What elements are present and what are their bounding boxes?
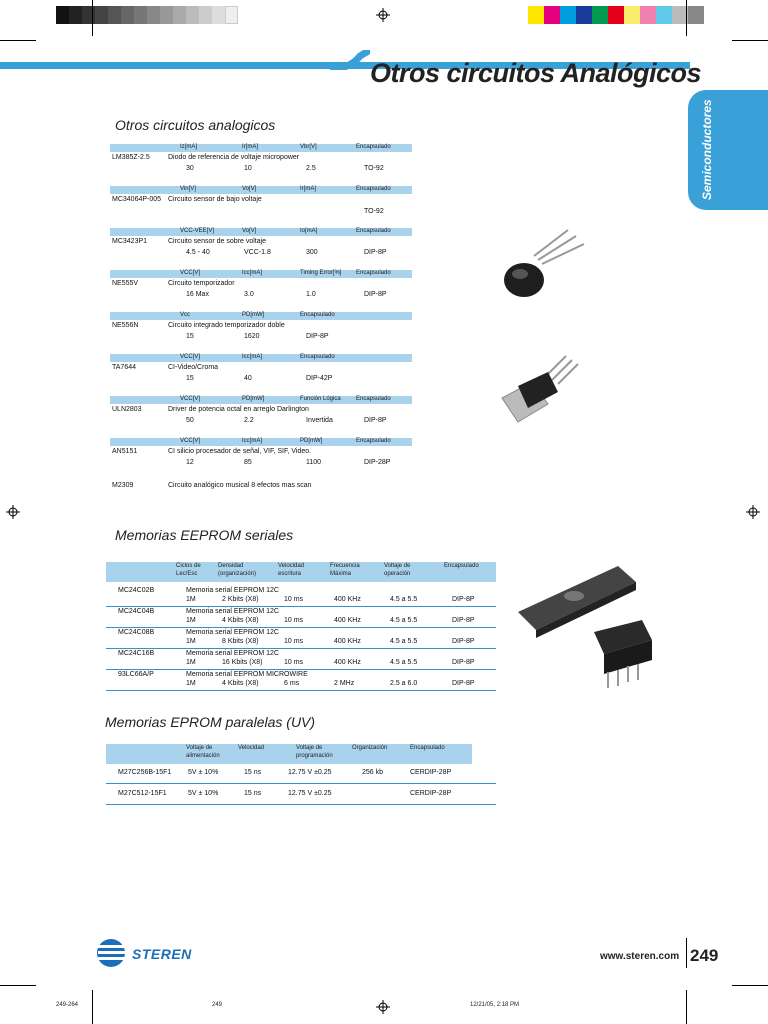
column-header: PD[mW] [242,396,265,402]
column-header: Voltaje de [384,563,411,569]
part-description: Memoria serial EEPROM 12C [186,608,279,615]
column-header: Encapsulado [356,144,391,150]
cell-value: 16 Max [186,291,209,298]
cell-value: 400 KHz [334,638,361,645]
column-header: Vin[V] [180,186,196,192]
part-description: Memoria serial EEPROM 12C [186,587,279,594]
part-number: MC24C16B [118,650,155,657]
cell-value: DIP-8P [452,680,475,687]
cell-value: 1M [186,638,196,645]
slug-left: 249-264 [56,1002,79,1008]
cell-value: 1M [186,680,196,687]
part-description: Memoria serial EEPROM 12C [186,650,279,657]
column-header: VCC[V] [180,438,201,444]
row-divider [106,648,496,649]
cell-value: 15 [186,375,194,382]
column-header: operación [384,571,411,577]
cell-value: 1M [186,617,196,624]
cell-value: 4.5 a 5.5 [390,617,418,624]
column-header: Velocidad [278,563,305,569]
section-tab-label [700,176,768,200]
part-number: M2309 [112,482,134,489]
column-header: Icc[mA] [242,354,263,360]
column-header: VCC[V] [180,354,201,360]
column-header: Voltaje de [186,745,213,751]
part-number: 93LC66A/P [118,671,154,678]
cell-value: 256 kb [362,769,384,776]
row-divider [106,804,496,805]
part-number: NE555V [112,280,139,287]
column-header: Encapsulado [356,228,391,234]
cell-value: 40 [244,375,252,382]
cell-value: 2.5 [306,165,316,172]
column-header: Ir[mA] [300,186,316,192]
slug-mid: 249 [212,1002,223,1008]
cell-value: 5V ± 10% [188,769,219,776]
to220-regulator-image [496,352,588,424]
column-header: Vo[V] [242,186,257,192]
column-header: VCC-VEE[V] [180,228,215,234]
column-header: Ir[mA] [242,144,258,150]
column-header: (organización) [218,571,257,577]
cell-value: 15 [186,333,194,340]
cell-value: 2.2 [244,417,254,424]
cell-value: DIP-8P [452,617,475,624]
column-header: Iz[mA] [180,144,198,150]
part-number: AN5151 [112,448,138,455]
cell-value: 10 [244,165,252,172]
part-number: NE556N [112,322,139,329]
part-number: M27C256B-15F1 [118,769,172,776]
part-description: Circuito analógico musical 8 efectos mas scan [168,482,312,489]
column-header: Encapsulado [356,270,391,276]
cell-value: 6 ms [284,680,300,687]
part-description: Memoria serial EEPROM MICROWIRE [186,671,308,678]
eeprom-chip-image [510,560,660,695]
page-number: 249 [690,946,719,965]
cell-value: TO-92 [364,165,384,172]
cell-value: 300 [306,249,318,256]
column-header: Densidad [218,563,244,569]
registration-target-icon [746,505,760,519]
column-header: Frecuencia [330,563,360,569]
part-number: M27C512-15F1 [118,790,167,797]
cell-value: 2.5 a 6.0 [390,680,418,687]
cell-value: 4 Kbits (X8) [222,680,259,687]
column-header: Icc[mA] [242,438,263,444]
cell-value: VCC-1.8 [244,249,271,256]
cell-value: 4.5 a 5.5 [390,659,418,666]
registration-target-icon [376,1000,390,1014]
cell-value: 400 KHz [334,596,361,603]
part-number: MC24C02B [118,587,155,594]
cell-value: 15 ns [244,790,262,797]
slug-right: 12/21/05, 2:18 PM [470,1002,520,1008]
cell-value: 10 ms [284,638,304,645]
column-header: Velocidad [238,745,265,751]
cell-value: DIP-8P [306,333,329,340]
cell-value: 4.5 a 5.5 [390,596,418,603]
column-header: Encapsulado [356,186,391,192]
part-number: LM385Z-2.5 [112,154,150,161]
part-description: Diodo de referencia de voltaje micropower [168,154,300,161]
cell-value: 15 ns [244,769,262,776]
column-header: Función Lógica [300,396,341,402]
cell-value: DIP-8P [364,249,387,256]
column-header: Encapsulado [300,312,335,318]
column-header: Timing Error[%] [300,270,342,276]
column-header: Lec/Esc [176,571,198,577]
cell-value: 1M [186,659,196,666]
column-header: Organización [352,745,388,751]
to92-transistor-image [496,226,591,306]
row-divider [106,783,496,784]
part-number: ULN2803 [112,406,142,413]
part-description: Circuito sensor de bajo voltaje [168,196,262,203]
column-header: Encapsulado [300,354,335,360]
registration-target-icon [376,8,390,22]
column-header: Voltaje de [296,745,323,751]
cell-value: 30 [186,165,194,172]
steren-logo-icon [96,938,130,968]
cell-value: DIP-8P [452,659,475,666]
cell-value: 2 Kbits (X8) [222,596,259,603]
column-header: programación [296,753,333,759]
cell-value: Invertida [306,417,333,424]
cell-value: DIP-28P [364,459,391,466]
part-description: Circuito sensor de sobre voltaje [168,238,267,245]
cell-value: 12 [186,459,194,466]
cell-value: 8 Kbits (X8) [222,638,259,645]
column-header: Encapsulado [444,563,479,569]
column-header: PD[mW] [300,438,323,444]
cell-value: 1100 [306,459,322,466]
part-number: MC24C04B [118,608,155,615]
section-title-analog: Otros circuitos analogicos [115,117,276,133]
cell-value: 50 [186,417,194,424]
row-divider [106,606,496,607]
column-header: escritura [278,571,302,577]
cell-value: 1620 [244,333,260,340]
column-header: VCC[V] [180,270,201,276]
cell-value: 5V ± 10% [188,790,219,797]
cell-value: 12.75 V ±0.25 [288,790,332,797]
cell-value: CERDIP-28P [410,769,452,776]
column-header: Vo[V] [242,228,257,234]
part-description: Driver de potencia octal en arreglo Darlington [168,406,309,413]
row-divider [106,627,496,628]
part-description: CI silicio procesador de señal, VIF, SIF, Video. [168,448,312,455]
column-header: Máxima [330,571,352,577]
footer-url[interactable]: www.steren.com [600,951,680,962]
part-number: MC24C08B [118,629,155,636]
part-description: Memoria serial EEPROM 12C [186,629,279,636]
cell-value: 10 ms [284,659,304,666]
cell-value: 400 KHz [334,617,361,624]
cell-value: DIP-8P [364,417,387,424]
cell-value: 85 [244,459,252,466]
column-header: Ciclos de [176,563,201,569]
steren-logo-text: STEREN [132,946,192,962]
column-header: Encapsulado [356,396,391,402]
part-description: Circuito integrado temporizador doble [168,322,285,329]
column-header: Io[mA] [300,228,318,234]
registration-target-icon [6,505,20,519]
cell-value: 2 MHz [334,680,355,687]
cell-value: 4 Kbits (X8) [222,617,259,624]
cell-value: 400 KHz [334,659,361,666]
column-header: Vbr[V] [300,144,317,150]
column-header: Vcc [180,312,191,318]
column-header: alimentación [186,753,220,759]
cell-value: 3.0 [244,291,254,298]
column-header: Icc[mA] [242,270,263,276]
cell-value: 4.5 a 5.5 [390,638,418,645]
cell-value: 10 ms [284,596,304,603]
column-header: VCC[V] [180,396,201,402]
cell-value: 1M [186,596,196,603]
cell-value: TO-92 [364,208,384,215]
cell-value: 10 ms [284,617,304,624]
cell-value: 12.75 V ±0.25 [288,769,332,776]
part-number: MC3423P1 [112,238,148,245]
row-divider [106,690,496,691]
part-number: MC34064P-005 [112,196,162,203]
cell-value: 4.5 - 40 [186,249,210,256]
page-title: Otros circuitos Analógicos [370,58,702,88]
column-header: PD[mW] [242,312,265,318]
part-number: TA7644 [112,364,136,371]
part-description: CI-Video/Croma [168,364,219,371]
part-description: Circuito temporizador [168,280,235,287]
column-header: Encapsulado [356,438,391,444]
cell-value: DIP-8P [364,291,387,298]
cell-value: DIP-8P [452,596,475,603]
cell-value: DIP-42P [306,375,333,382]
cell-value: CERDIP-28P [410,790,452,797]
cell-value: 16 Kbits (X8) [222,659,263,666]
column-header: Encapsulado [410,745,445,751]
row-divider [106,669,496,670]
section-title-eeprom: Memorias EEPROM seriales [115,527,294,543]
section-title-eprom: Memorias EPROM paralelas (UV) [105,714,316,730]
header-curve [330,50,370,70]
cell-value: 1.0 [306,291,316,298]
cell-value: DIP-8P [452,638,475,645]
